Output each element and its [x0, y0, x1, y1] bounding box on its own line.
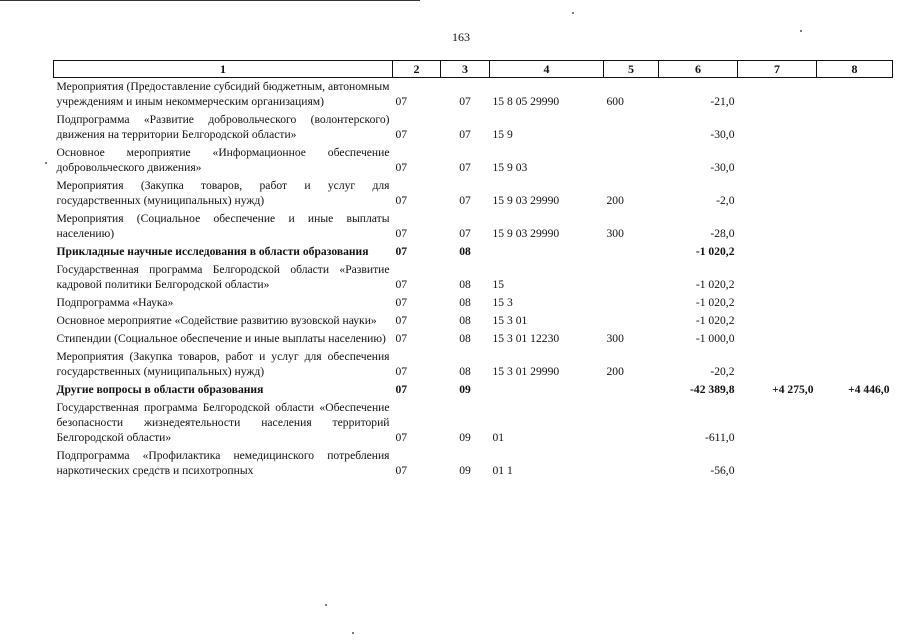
cell-c7 [738, 111, 817, 144]
cell-c5 [604, 144, 659, 177]
row-description: Мероприятия (Закупка товаров, работ и услуг для обеспечения государственных (муниципальных) нужд) [56, 350, 390, 378]
cell-c6: -1 020,2 [695, 314, 735, 327]
cell-c5 [604, 243, 659, 261]
header-col-2: 2 [393, 61, 441, 78]
table-row [54, 261, 893, 294]
cell-c7 [738, 447, 817, 480]
cell-c8 [817, 348, 893, 381]
scan-speck [45, 162, 47, 164]
cell-c8 [817, 243, 893, 261]
table-body [54, 78, 893, 481]
cell-c3: 08 [459, 365, 471, 378]
cell-c8 [817, 312, 893, 330]
table-row [54, 312, 893, 330]
row-description: Стипендии (Социальное обеспечение и иные выплаты населению) [56, 332, 386, 345]
cell-c3: 08 [459, 245, 471, 258]
cell-c5 [604, 312, 659, 330]
row-description: Основное мероприятие «Содействие развитию вузовской науки» [56, 314, 377, 327]
cell-c8: +4 446,0 [848, 383, 890, 396]
cell-c2: 07 [395, 194, 408, 207]
header-col-7: 7 [738, 61, 817, 78]
cell-c7 [738, 330, 817, 348]
row-description: Подпрограмма «Развитие добровольческого (волонтерского) движения на территории Белгородской области» [56, 113, 390, 141]
cell-c7 [738, 78, 817, 112]
cell-c4 [490, 243, 604, 261]
cell-c2: 07 [395, 464, 408, 477]
cell-c8 [817, 78, 893, 112]
row-description: Основное мероприятие «Информационное обеспечение добровольческого движения» [56, 146, 390, 174]
cell-c8 [817, 447, 893, 480]
row-description: Другие вопросы в области образования [56, 383, 264, 396]
cell-c7 [738, 348, 817, 381]
cell-c5: 200 [606, 194, 624, 207]
scan-speck [352, 632, 354, 634]
cell-c7 [738, 312, 817, 330]
cell-c4: 15 3 [492, 296, 513, 309]
cell-c6: -1 020,2 [695, 278, 735, 291]
cell-c3: 07 [459, 128, 471, 141]
header-row [54, 61, 893, 78]
cell-c8 [817, 210, 893, 243]
cell-c6: -30,0 [710, 161, 735, 174]
table-row [54, 294, 893, 312]
row-description: Подпрограмма «Профилактика немедицинского потребления наркотических средств и психотропных [56, 449, 390, 477]
table-row [54, 348, 893, 381]
cell-c2: 07 [395, 383, 408, 396]
cell-c3: 08 [459, 296, 471, 309]
cell-c5 [604, 261, 659, 294]
table-row [54, 78, 893, 112]
cell-c8 [817, 177, 893, 210]
cell-c2: 07 [395, 278, 408, 291]
cell-c6: -611,0 [704, 431, 735, 444]
cell-c3: 08 [459, 332, 471, 345]
cell-c3: 07 [459, 194, 471, 207]
cell-c3: 07 [459, 161, 471, 174]
top-rule [0, 0, 420, 1]
cell-c8 [817, 144, 893, 177]
cell-c3: 09 [459, 464, 471, 477]
cell-c8 [817, 330, 893, 348]
cell-c7: +4 275,0 [772, 383, 814, 396]
header-col-8: 8 [817, 61, 893, 78]
cell-c5: 300 [606, 227, 624, 240]
cell-c6: -56,0 [710, 464, 735, 477]
cell-c2: 07 [395, 128, 408, 141]
cell-c4: 15 3 01 [492, 314, 528, 327]
header-col-6: 6 [659, 61, 738, 78]
cell-c5 [604, 294, 659, 312]
table-row [54, 447, 893, 480]
cell-c5 [604, 111, 659, 144]
table-row [54, 399, 893, 447]
cell-c2: 07 [395, 245, 408, 258]
cell-c4: 15 9 [492, 128, 513, 141]
cell-c7 [738, 294, 817, 312]
table-row [54, 210, 893, 243]
cell-c5 [604, 447, 659, 480]
table-row [54, 111, 893, 144]
scan-speck [572, 12, 574, 14]
scan-speck [325, 604, 327, 606]
cell-c4: 15 9 03 29990 [492, 227, 560, 240]
cell-c2: 07 [395, 332, 408, 345]
cell-c7 [738, 399, 817, 447]
row-description: Подпрограмма «Наука» [56, 296, 174, 309]
cell-c3: 09 [459, 383, 471, 396]
cell-c7 [738, 177, 817, 210]
cell-c4: 01 [492, 431, 505, 444]
cell-c3: 07 [459, 227, 471, 240]
cell-c5: 600 [606, 95, 624, 108]
cell-c4: 15 [492, 278, 505, 291]
cell-c2: 07 [395, 161, 408, 174]
cell-c7 [738, 261, 817, 294]
cell-c4 [490, 381, 604, 399]
cell-c7 [738, 144, 817, 177]
row-description: Мероприятия (Социальное обеспечение и иные выплаты населению) [56, 212, 390, 240]
cell-c2: 07 [395, 365, 408, 378]
cell-c6: -1 020,2 [695, 296, 735, 309]
cell-c2: 07 [395, 314, 408, 327]
header-col-5: 5 [604, 61, 659, 78]
cell-c8 [817, 294, 893, 312]
table-row [54, 243, 893, 261]
header-col-3: 3 [441, 61, 490, 78]
cell-c6: -1 000,0 [695, 332, 735, 345]
cell-c3: 08 [459, 314, 471, 327]
cell-c5 [604, 381, 659, 399]
budget-table [53, 60, 893, 480]
cell-c6: -21,0 [710, 95, 735, 108]
page-number: 163 [452, 30, 470, 44]
row-description: Государственная программа Белгородской области «Обеспечение безопасности жизнедеятельности населения территорий Белгородской области» [56, 401, 390, 444]
header-col-4: 4 [490, 61, 604, 78]
cell-c8 [817, 111, 893, 144]
cell-c6: -28,0 [710, 227, 735, 240]
cell-c3: 08 [459, 278, 471, 291]
row-description: Государственная программа Белгородской области «Развитие кадровой политики Белгородской области» [56, 263, 390, 291]
row-description: Прикладные научные исследования в области образования [56, 245, 369, 258]
table-row [54, 144, 893, 177]
cell-c6: -20,2 [710, 365, 735, 378]
cell-c3: 07 [459, 95, 471, 108]
cell-c7 [738, 243, 817, 261]
table-row [54, 381, 893, 399]
cell-c5: 200 [606, 365, 624, 378]
cell-c2: 07 [395, 296, 408, 309]
cell-c6: -42 389,8 [690, 383, 735, 396]
row-description: Мероприятия (Закупка товаров, работ и услуг для государственных (муниципальных) нужд) [56, 179, 390, 207]
cell-c2: 07 [395, 431, 408, 444]
cell-c4: 15 3 01 29990 [492, 365, 560, 378]
cell-c6: -1 020,2 [695, 245, 735, 258]
cell-c4: 15 9 03 29990 [492, 194, 560, 207]
table-row [54, 330, 893, 348]
cell-c3: 09 [459, 431, 471, 444]
header-col-1: 1 [54, 61, 393, 78]
cell-c6: -30,0 [710, 128, 735, 141]
cell-c4: 01 1 [492, 464, 513, 477]
cell-c5 [604, 399, 659, 447]
table-row [54, 177, 893, 210]
cell-c4: 15 9 03 [492, 161, 528, 174]
cell-c5: 300 [606, 332, 624, 345]
cell-c4: 15 8 05 29990 [492, 95, 560, 108]
cell-c6: -2,0 [716, 194, 735, 207]
cell-c4: 15 3 01 12230 [492, 332, 560, 345]
cell-c8 [817, 399, 893, 447]
cell-c7 [738, 210, 817, 243]
cell-c8 [817, 261, 893, 294]
row-description: Мероприятия (Предоставление субсидий бюджетным, автономным учреждениям и иным некоммерческим организациям) [56, 80, 390, 108]
cell-c2: 07 [395, 95, 408, 108]
cell-c2: 07 [395, 227, 408, 240]
scan-speck [800, 30, 802, 32]
